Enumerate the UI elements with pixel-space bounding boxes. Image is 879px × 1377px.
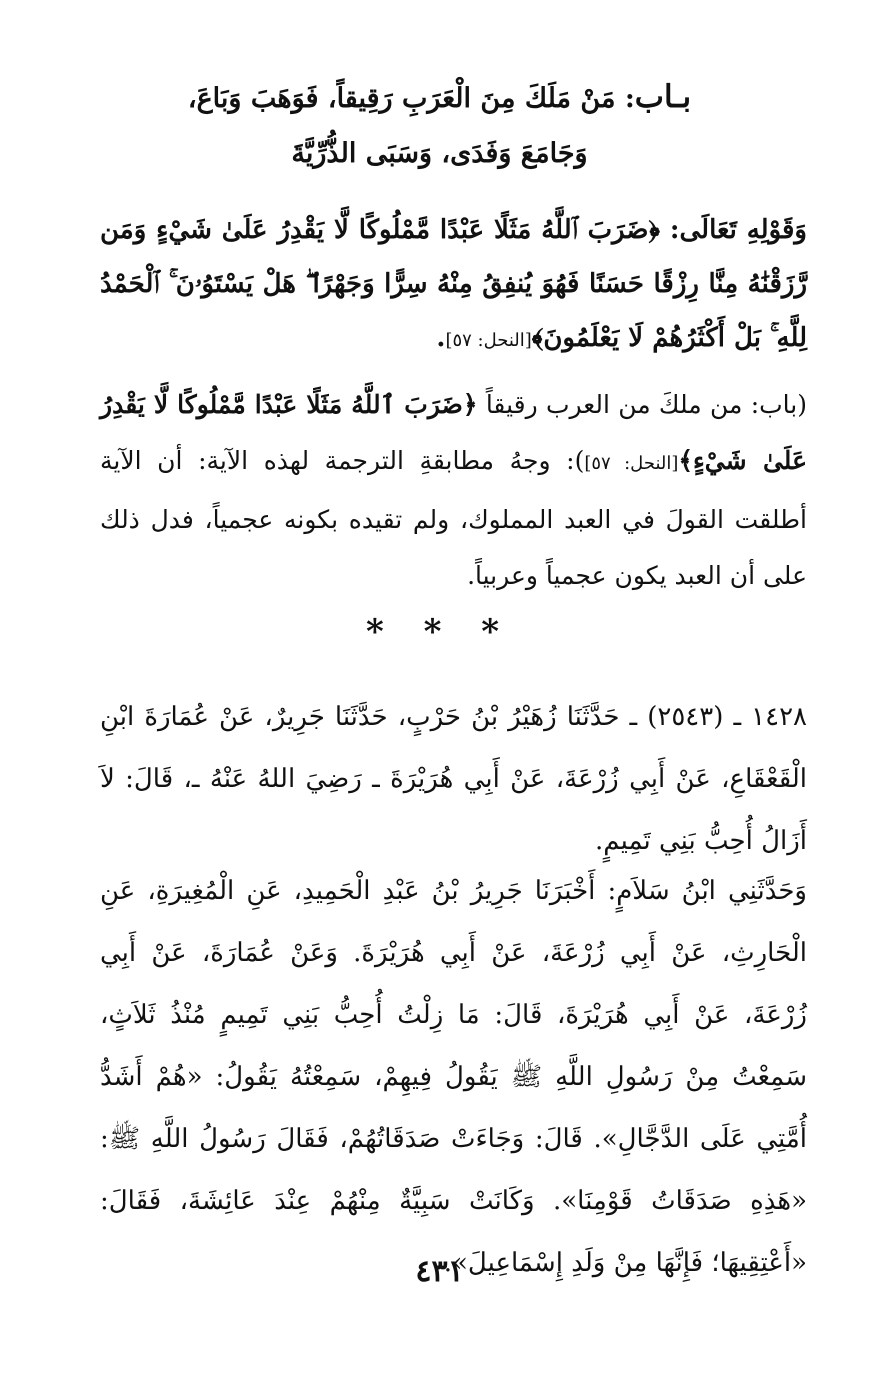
hadith-1428: ١٤٢٨ ـ (٢٥٤٣) ـ حَدَّثَنَا زُهَيْرُ بْنُ حَرْبٍ، حَدَّثَنَا جَرِيرٌ، عَنْ عُمَارَةَ ابْنِ الْقَعْقَاعِ، عَنْ أَبِي زُرْعَةَ، عَنْ أَبِي هُرَيْرَةَ ـ رَضِيَ اللهُ عَنْهُ ـ، قَالَ: لاَ أَزَالُ أُحِبُّ بَنِي تَمِيمٍ. (100, 702, 807, 856)
page-number: ٤٣١ (415, 1254, 464, 1289)
section-separator: * * * (365, 612, 513, 652)
commentary-verse: ﴿ضَرَبَ ٱللَّهُ مَثَلًا عَبْدًا مَّمْلُوكًا لَّا يَقْدِرُ عَلَىٰ شَيْءٍ﴾ (100, 390, 807, 475)
commentary-paragraph (100, 377, 807, 604)
quran-reference: [النحل: ٥٧] (445, 330, 532, 351)
chapter-heading-line-1 (80, 70, 799, 126)
quran-intro: وَقَوْلِهِ تَعَالَى: (660, 215, 807, 245)
chapter-title-part-1: : مَنْ مَلَكَ مِنَ الْعَرَبِ رَقِيقاً، فَوَهَبَ وَبَاعَ، (187, 83, 635, 114)
chapter-keyword: بـاب (634, 79, 692, 115)
chapter-heading-line-2: وَجَامَعَ وَفَدَى، وَسَبَى الذُّرِّيَّةَ (291, 138, 588, 169)
quran-end: . (436, 323, 446, 353)
commentary-text: ): وجهُ مطابقةِ الترجمة لهذه الآية: أن الآية أطلقت القولَ في العبد المملوك، ولم تقيده بكونه عجمياً، فدل ذلك على أن العبد يكون عجمياً وعربياً. (100, 446, 807, 590)
chapter-heading (80, 70, 799, 181)
commentary-intro: (باب: من ملكَ من العرب رقيقاً (477, 390, 807, 419)
hadith-second-chain: وَحَدَّثَنِي ابْنُ سَلاَمٍ: أَخْبَرَنَا جَرِيرُ بْنُ عَبْدِ الْحَمِيدِ، عَنِ الْمُغِيرَةِ، عَنِ الْحَارِثِ، عَنْ أَبِي زُرْعَةَ، عَنْ أَبِي هُرَيْرَةَ. وَعَنْ عُمَارَةَ، عَنْ أَبِي زُرْعَةَ، عَنْ أَبِي هُرَيْرَةَ، قَالَ: مَا زِلْتُ أُحِبُّ بَنِي تَمِيمٍ مُنْذُ ثَلاَثٍ، سَمِعْتُ مِنْ رَسُولِ اللَّهِ ﷺ يَقُولُ فِيهِمْ، سَمِعْتُهُ يَقُولُ: «هُمْ أَشَدُّ أُمَّتِي عَلَى الدَّجَّالِ». قَالَ: وَجَاءَتْ صَدَقَاتُهُمْ، فَقَالَ رَسُولُ اللَّهِ ﷺ: «هَذِهِ صَدَقَاتُ قَوْمِنَا». وَكَانَتْ سَبِيَّةٌ مِنْهُمْ عِنْدَ عَائِشَةَ، فَقَالَ: «أَعْتِقِيهَا؛ فَإِنَّهَا مِنْ وَلَدِ إِسْمَاعِيلَ». (100, 876, 807, 1278)
quran-citation (100, 203, 807, 368)
quran-verse: ﴿ضَرَبَ ٱللَّهُ مَثَلًا عَبْدًا مَّمْلُوكًا لَّا يَقْدِرُ عَلَىٰ شَيْءٍ وَمَن رَّزَقْنَٰهُ مِنَّا رِزْقًا حَسَنًا فَهُوَ يُنفِقُ مِنْهُ سِرًّا وَجَهْرًا ۖ هَلْ يَسْتَوُۥنَ ۚ ٱلْحَمْدُ لِلَّهِ ۚ بَلْ أَكْثَرُهُمْ لَا يَعْلَمُونَ﴾ (100, 215, 807, 353)
commentary-reference: [النحل: ٥٧] (584, 453, 679, 474)
